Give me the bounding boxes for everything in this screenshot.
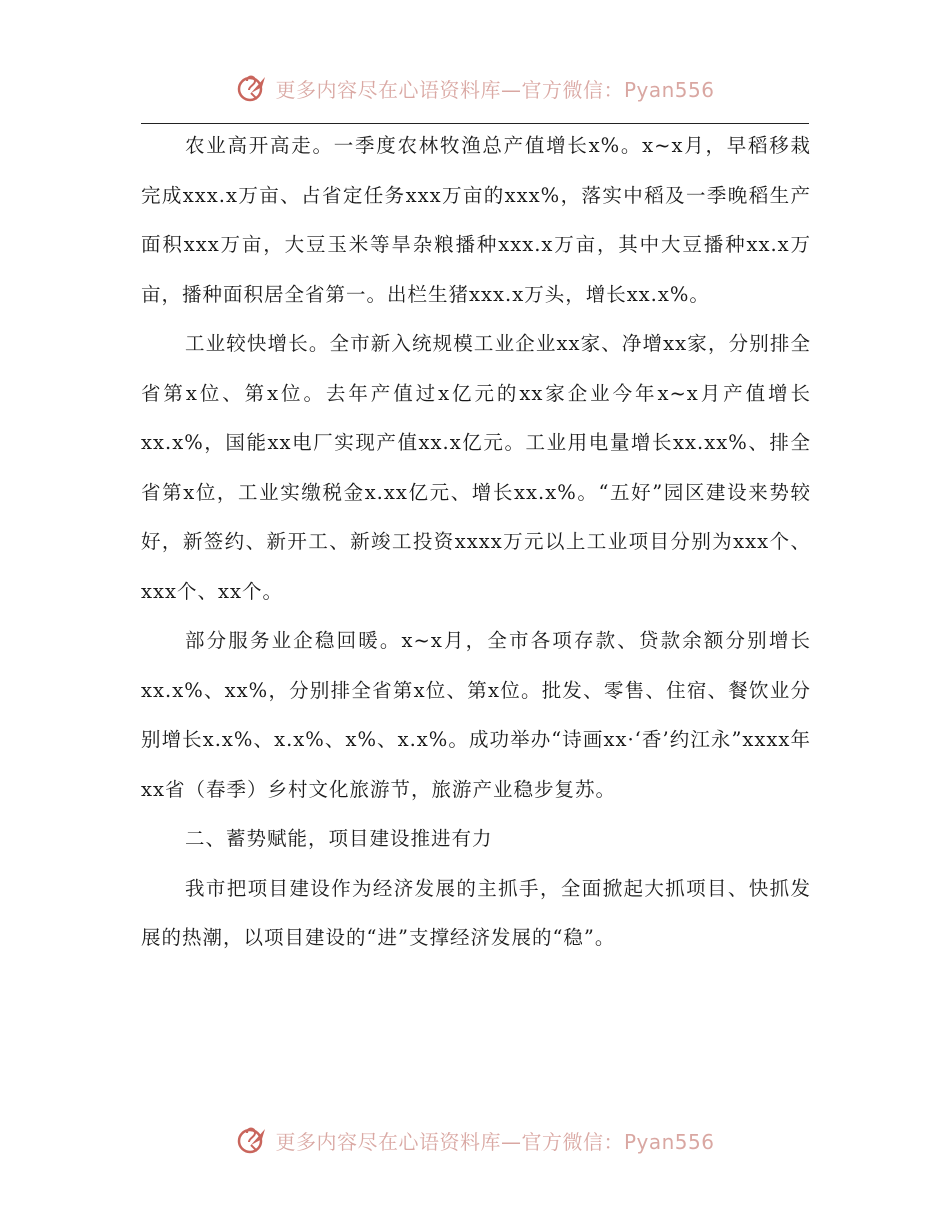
paragraph-projects: 我市把项目建设作为经济发展的主抓手，全面掀起大抓项目、快抓发展的热潮，以项目建设的“进”支撑经济发展的“稳”。: [141, 876, 811, 949]
quill-logo-icon: [235, 1123, 269, 1157]
paragraph-services: 部分服务业企稳回暖。x~x月，全市各项存款、贷款余额分别增长xx.x%、xx%，分别排全省第x位、第x位。批发、零售、住宿、餐饮业分别增长x.x%、x.x%、x%、x.x%。成功举办“诗画xx·‘香’约江永”xxxx年xx省（春季）乡村文化旅游节，旅游产业稳步复苏。: [141, 629, 811, 801]
watermark-text: 更多内容尽在心语资料库—官方微信：Pyan556: [275, 77, 715, 102]
document-body: [141, 121, 811, 963]
section-heading: 二、蓄势赋能，项目建设推进有力: [185, 827, 493, 850]
header-watermark: [0, 68, 950, 108]
footer-watermark: [0, 1120, 950, 1160]
paragraph-agriculture: 农业高开高走。一季度农林牧渔总产值增长x%。x~x月，早稻移栽完成xxx.x万亩、占省定任务xxx万亩的xxx%，落实中稻及一季晚稻生产面积xxx万亩，大豆玉米等旱杂粮播种xxx.x万亩，其中大豆播种xx.x万亩，播种面积居全省第一。出栏生猪xxx.x万头，增长xx.x%。: [141, 134, 811, 306]
paragraph-industry: 工业较快增长。全市新入统规模工业企业xx家、净增xx家，分别排全省第x位、第x位。去年产值过x亿元的xx家企业今年x~x月产值增长xx.x%，国能xx电厂实现产值xx.x亿元。工业用电量增长xx.xx%、排全省第x位，工业实缴税金x.xx亿元、增长xx.x%。“五好”园区建设来势较好，新签约、新开工、新竣工投资xxxx万元以上工业项目分别为xxx个、xxx个、xx个。: [141, 332, 811, 603]
quill-logo-icon: [235, 71, 269, 105]
watermark-text: 更多内容尽在心语资料库—官方微信：Pyan556: [275, 1129, 715, 1154]
